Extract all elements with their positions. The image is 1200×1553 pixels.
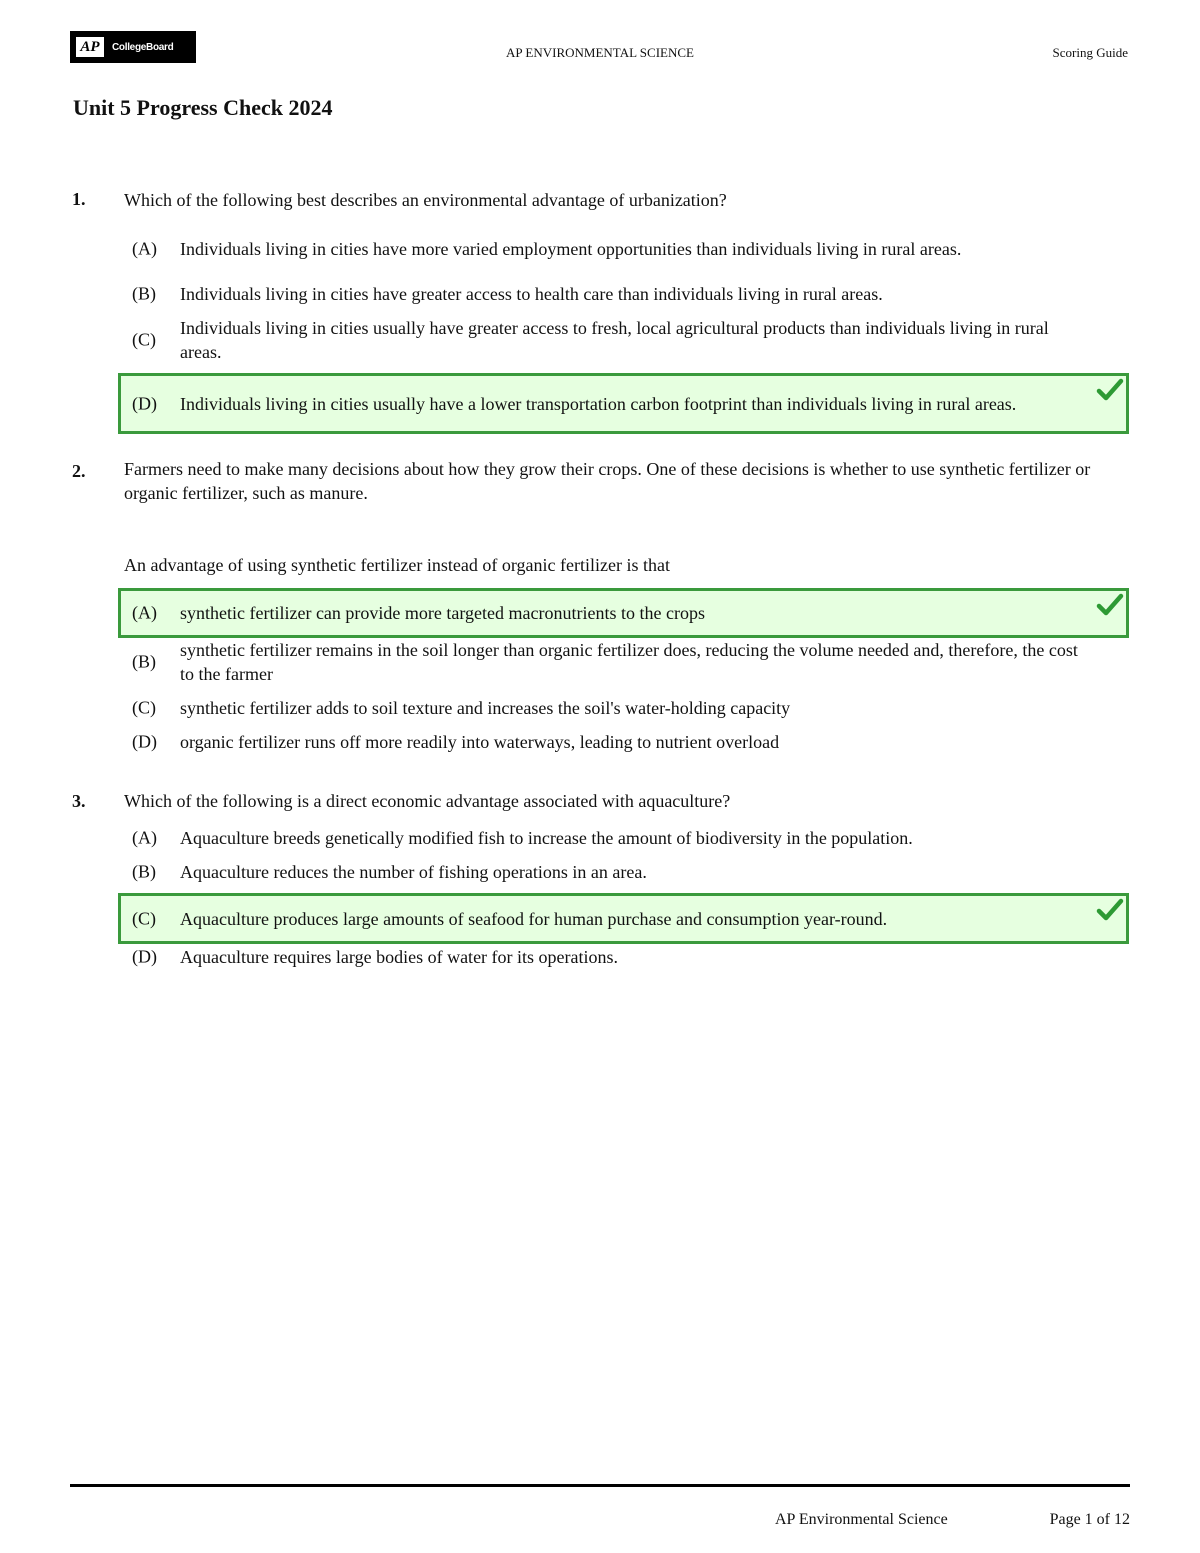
option-letter: (C) bbox=[132, 908, 156, 928]
question-3-option-b bbox=[118, 858, 1129, 886]
question-3-option-d bbox=[118, 943, 1129, 971]
logo-ap-mark: AP bbox=[76, 37, 104, 57]
question-3-number: 3. bbox=[72, 791, 86, 811]
question-3-stem: Which of the following is a direct economic advantage associated with aquaculture? bbox=[124, 791, 731, 811]
option-letter: (B) bbox=[132, 651, 156, 672]
option-letter: (D) bbox=[132, 731, 157, 752]
checkmark-icon bbox=[1096, 898, 1124, 922]
option-letter: (C) bbox=[132, 697, 156, 718]
question-2-number: 2. bbox=[72, 461, 86, 481]
question-3-option-a bbox=[118, 824, 1129, 852]
question-1-option-d-correct bbox=[118, 373, 1129, 434]
footer-page-number: Page 1 of 12 bbox=[1049, 1511, 1130, 1528]
option-letter: (B) bbox=[132, 861, 156, 882]
option-text: Aquaculture breeds genetically modified fish to increase the amount of biodiversity in the population. bbox=[180, 828, 913, 848]
checkmark-icon bbox=[1096, 378, 1124, 402]
option-letter: (C) bbox=[132, 329, 156, 350]
option-text: Aquaculture produces large amounts of seafood for human purchase and consumption year-round. bbox=[180, 908, 888, 929]
checkmark-icon bbox=[1096, 593, 1124, 617]
question-2-stem: Farmers need to make many decisions about how they grow their crops. One of these decisions is whether to use synthetic fertilizer or organic fertilizer, such as manure. bbox=[124, 459, 1091, 503]
option-letter: (A) bbox=[132, 238, 157, 259]
question-1-number: 1. bbox=[72, 189, 86, 209]
option-text: synthetic fertilizer adds to soil texture and increases the soil's water-holding capacity bbox=[180, 698, 791, 718]
question-2-option-b bbox=[118, 637, 1129, 687]
footer-divider bbox=[70, 1484, 1130, 1487]
footer-subject: AP Environmental Science bbox=[775, 1511, 948, 1528]
question-2-prompt: An advantage of using synthetic fertilizer instead of organic fertilizer is that bbox=[124, 555, 670, 575]
option-text: Aquaculture requires large bodies of water for its operations. bbox=[180, 947, 619, 967]
question-3-option-c-correct bbox=[118, 893, 1129, 944]
logo-brand-text: CollegeBoard bbox=[112, 41, 174, 53]
option-letter: (B) bbox=[132, 283, 156, 304]
question-1-stem: Which of the following best describes an environmental advantage of urbanization? bbox=[124, 190, 727, 210]
question-2-option-a-correct bbox=[118, 588, 1129, 638]
option-text: Individuals living in cities usually have a lower transportation carbon footprint than individuals living in rural areas. bbox=[180, 393, 1017, 414]
option-letter: (D) bbox=[132, 946, 157, 967]
question-2-option-d bbox=[118, 728, 1129, 756]
option-text: synthetic fertilizer can provide more targeted macronutrients to the crops bbox=[180, 603, 705, 623]
page-title: Unit 5 Progress Check 2024 bbox=[73, 95, 333, 120]
option-text: Individuals living in cities usually have greater access to fresh, local agricultural products than individuals living in rural areas. bbox=[180, 318, 1049, 362]
option-text: Individuals living in cities have more varied employment opportunities than individuals living in rural areas. bbox=[180, 239, 962, 259]
question-1-option-a bbox=[118, 224, 1129, 274]
option-text: synthetic fertilizer remains in the soil longer than organic fertilizer does, reducing the volume needed and, therefore, the cost to the farmer bbox=[180, 640, 1078, 684]
option-letter: (A) bbox=[132, 602, 157, 623]
option-letter: (A) bbox=[132, 827, 157, 848]
header-subject: AP ENVIRONMENTAL SCIENCE bbox=[506, 45, 694, 60]
header-scoring-guide: Scoring Guide bbox=[1052, 45, 1128, 60]
question-2-option-c bbox=[118, 694, 1129, 722]
option-letter: (D) bbox=[132, 393, 157, 413]
option-text: Aquaculture reduces the number of fishing operations in an area. bbox=[180, 862, 647, 882]
option-text: organic fertilizer runs off more readily into waterways, leading to nutrient overload bbox=[180, 732, 780, 752]
option-text: Individuals living in cities have greater access to health care than individuals living in rural areas. bbox=[180, 284, 883, 304]
question-1-option-b bbox=[118, 280, 1129, 308]
question-1-option-c bbox=[118, 315, 1129, 365]
